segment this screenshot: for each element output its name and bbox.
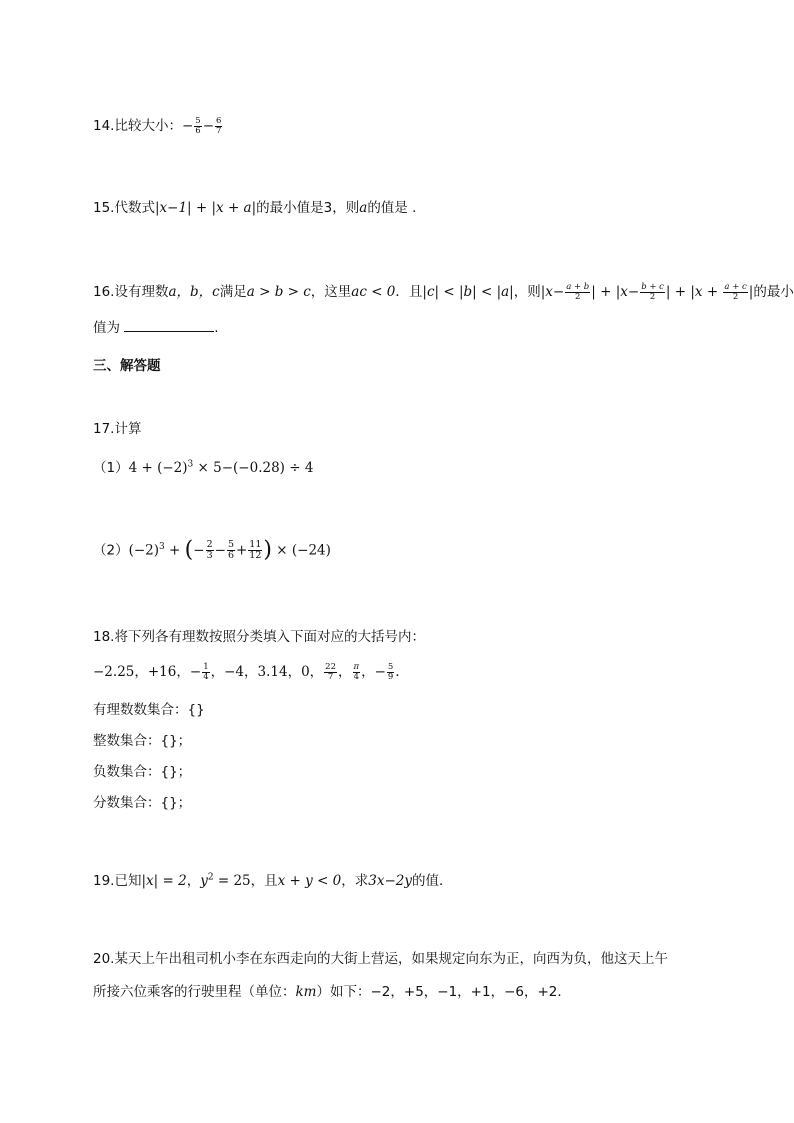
fraction: $\frac{5}{6}$ — [227, 539, 234, 561]
question-18-title: 18.将下列各有理数按照分类填入下面对应的大括号内： — [93, 629, 425, 645]
q14-label: 14.比较大小： — [93, 118, 182, 134]
fraction: $\frac{2}{3}$ — [206, 539, 213, 561]
fraction: $\frac{22}{7}$ — [325, 661, 336, 682]
question-14: 14.比较大小：− $\frac{5}{6}$ − $\frac{6}{7}$ — [93, 115, 222, 136]
fraction: $\frac{5}{6}$ — [195, 115, 201, 136]
fraction: $\frac{b + c}{2}$ — [641, 281, 664, 302]
fraction: $\frac{5}{9}$ — [387, 661, 394, 682]
fraction: $\frac{\pi}{4}$ — [353, 661, 360, 682]
question-16: 16.设有理数a，b，c满足a > b > c，这里ac < 0．且|c| < |b| < |a|，则|x− $\frac{a + b}{2}$ | + |x− $\frac{b + c}{2}$ | + |x + $\frac{a + c}{2}$ |的最小 — [93, 281, 794, 302]
fraction: $\frac{a + c}{2}$ — [724, 281, 747, 302]
set-rational: 有理数数集合：{} — [93, 702, 205, 718]
question-17-part1: $(1)4 + (-2)^3 \times 5-(-0.28) \div 4$ — [93, 459, 314, 476]
section-heading: 三、解答题 — [93, 358, 161, 374]
fraction: $\frac{1}{4}$ — [203, 661, 209, 682]
question-19: 19.已知|x| = 2，$y^2 = 25$，且x + y < 0，求3x−2y的值． — [93, 872, 453, 889]
question-20-line2: 所接六位乘客的行驶里程（单位：km）如下：−2，+5，−1，+1，−6，+2． — [93, 984, 571, 1000]
answer-blank[interactable] — [124, 319, 214, 332]
question-16-line2: 值为 . — [93, 320, 219, 336]
set-fraction: 分数集合：{}； — [93, 795, 192, 811]
math-expression: |x−1| + |x + a| — [154, 200, 257, 216]
question-17-part2: $(2)(-2)^3$ + (− $\frac{2}{3}$ − $\frac{5}{6}$ + $\frac{11}{12}$ ) × (−24) — [93, 537, 331, 563]
set-integer: 整数集合：{}； — [93, 733, 192, 749]
fraction: $\frac{11}{12}$ — [249, 539, 262, 561]
fraction: $\frac{6}{7}$ — [216, 115, 222, 136]
set-negative: 负数集合：{}； — [93, 764, 192, 780]
question-18-numbers: −2.25，+16，− $\frac{1}{4}$ ，−4，3.14，0， $\frac{22}{7}$ ， $\frac{\pi}{4}$ ，− $\frac{5}{9}$ ． — [93, 661, 409, 682]
question-20-line1: 20.某天上午出租司机小李在东西走向的大街上营运，如果规定向东为正，向西为负，他这天上午 — [93, 951, 668, 967]
question-17-title: 17.计算 — [93, 421, 142, 437]
question-15: 15.代数式|x−1| + |x + a|的最小值是3，则a的值是 . — [93, 200, 417, 216]
fraction: $\frac{a + b}{2}$ — [566, 281, 590, 302]
